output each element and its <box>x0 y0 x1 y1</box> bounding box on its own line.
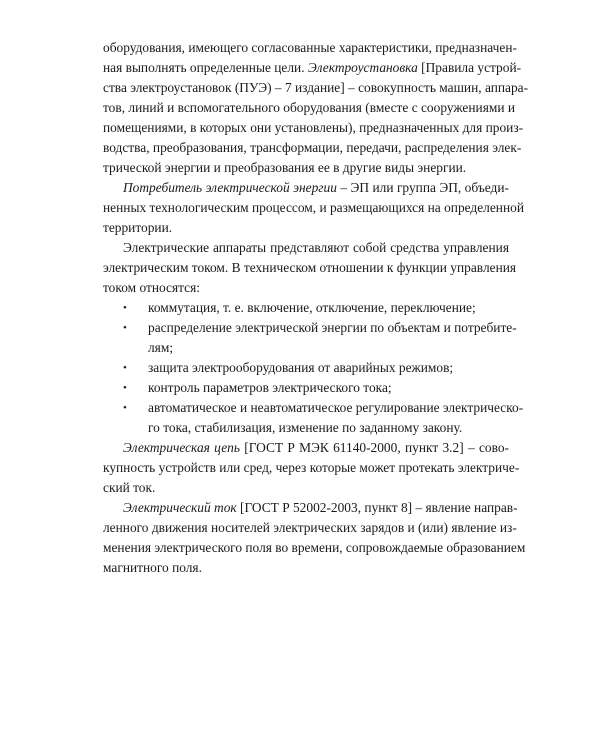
text-line: менения электрического поля во времени, сопровождаемые образованием <box>103 540 526 555</box>
bullet-icon: • <box>123 402 127 414</box>
text-line: ленного движения носителей электрических зарядов и (или) явление из- <box>103 520 517 535</box>
list-item: защита электрооборудования от аварийных режимов; <box>148 360 454 375</box>
list-item-continued: лям; <box>148 340 174 355</box>
term-consumer: Потребитель электрической энергии <box>123 180 337 195</box>
text-line: купность устройств или сред, через которые может протекать электриче- <box>103 460 520 475</box>
text-line: Электрические аппараты представляют собой средства управления <box>123 240 509 255</box>
text-line: Электрическая цепь [ГОСТ Р МЭК 61140-2000, пункт 3.2] – сово- <box>123 440 509 455</box>
list-item-continued: го тока, стабилизация, изменение по заданному закону. <box>148 420 463 435</box>
text-line: тов, линий и вспомогательного оборудования (вместе с сооружениями и <box>103 100 516 115</box>
text-line: магнитного поля. <box>103 560 202 575</box>
bullet-icon: • <box>123 362 127 374</box>
bullet-icon: • <box>123 322 127 334</box>
text-line: оборудования, имеющего согласованные характеристики, предназначен- <box>103 40 517 55</box>
list-item: автоматическое и неавтоматическое регулирование электрическо- <box>148 400 524 415</box>
text-line: током относятся: <box>103 280 200 295</box>
text-line: водства, преобразования, трансформации, передачи, распределения элек- <box>103 140 522 155</box>
text-line: электрическим током. В техническом отношении к функции управления <box>103 260 517 275</box>
text-line: ский ток. <box>103 480 156 495</box>
list-item: распределение электрической энергии по объектам и потребите- <box>148 320 517 335</box>
text-line: ства электроустановок (ПУЭ) – 7 издание] – совокупность машин, аппара- <box>103 80 529 95</box>
text-line: трической энергии и преобразования ее в другие виды энергии. <box>103 160 467 175</box>
text-line: помещениями, в которых они установлены), предназначенных для произ- <box>103 120 524 135</box>
term-electric-current: Электрический ток <box>123 500 237 515</box>
list-item: контроль параметров электрического тока; <box>148 380 392 395</box>
term-electroinstallation: Электроустановка <box>307 60 418 75</box>
text-line: ная выполнять определенные цели. Электроустановка [Правила устрой- <box>103 60 522 75</box>
text-line: ненных технологическим процессом, и размещающихся на определенной <box>103 200 524 215</box>
list-item: коммутация, т. е. включение, отключение, переключение; <box>148 300 476 315</box>
text-line: территории. <box>103 220 173 235</box>
text-line: Потребитель электрической энергии – ЭП или группа ЭП, объеди- <box>123 180 509 195</box>
text-line: Электрический ток [ГОСТ Р 52002-2003, пункт 8] – явление направ- <box>123 500 518 515</box>
bullet-icon: • <box>123 302 127 314</box>
term-electric-circuit: Электрическая цепь <box>123 440 240 455</box>
bullet-icon: • <box>123 382 127 394</box>
